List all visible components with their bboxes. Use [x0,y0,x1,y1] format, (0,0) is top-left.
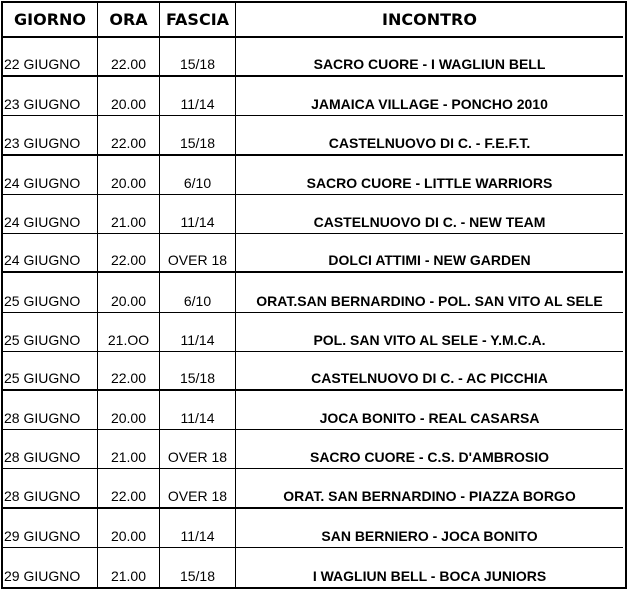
cell-ora: 22.00 [98,116,160,155]
cell-incontro: CASTELNUOVO DI C. - AC PICCHIA [236,352,623,391]
cell-ora: 20.00 [98,77,160,116]
cell-fascia: 15/18 [160,548,236,587]
cell-incontro: SACRO CUORE - C.S. D'AMBROSIO [236,430,623,469]
cell-fascia: 15/18 [160,38,236,77]
cell-giorno: 29 GIUGNO [3,509,98,548]
cell-giorno: 25 GIUGNO [3,352,98,391]
cell-giorno: 28 GIUGNO [3,469,98,508]
cell-fascia: OVER 18 [160,234,236,273]
cell-giorno: 24 GIUGNO [3,195,98,234]
header-fascia: FASCIA [160,3,236,38]
cell-giorno: 25 GIUGNO [3,273,98,312]
cell-ora: 22.00 [98,352,160,391]
cell-ora: 20.00 [98,509,160,548]
cell-giorno: 28 GIUGNO [3,430,98,469]
cell-fascia: OVER 18 [160,430,236,469]
cell-incontro: ORAT.SAN BERNARDINO - POL. SAN VITO AL SELE [236,273,623,312]
cell-ora: 21.00 [98,195,160,234]
cell-incontro: ORAT. SAN BERNARDINO - PIAZZA BORGO [236,469,623,508]
cell-giorno: 23 GIUGNO [3,116,98,155]
schedule-sheet [1,1,627,589]
header-ora: ORA [98,3,160,38]
cell-incontro: CASTELNUOVO DI C. - NEW TEAM [236,195,623,234]
cell-fascia: 15/18 [160,352,236,391]
header-giorno: GIORNO [3,3,98,38]
cell-ora: 21.00 [98,548,160,587]
cell-giorno: 25 GIUGNO [3,313,98,352]
cell-fascia: OVER 18 [160,469,236,508]
cell-incontro: CASTELNUOVO DI C. - F.E.F.T. [236,116,623,155]
cell-fascia: 6/10 [160,156,236,195]
cell-giorno: 24 GIUGNO [3,156,98,195]
cell-fascia: 11/14 [160,77,236,116]
cell-fascia: 6/10 [160,273,236,312]
cell-fascia: 11/14 [160,391,236,430]
cell-ora: 22.00 [98,469,160,508]
cell-giorno: 22 GIUGNO [3,38,98,77]
cell-incontro: POL. SAN VITO AL SELE - Y.M.C.A. [236,313,623,352]
cell-incontro: I WAGLIUN BELL - BOCA JUNIORS [312,568,547,584]
cell-incontro: JOCA BONITO - REAL CASARSA [236,391,623,430]
cell-fascia: 11/14 [160,195,236,234]
header-incontro: INCONTRO [236,3,623,38]
cell-ora: 20.00 [98,156,160,195]
cell-ora: 22.00 [98,38,160,77]
cell-incontro: SACRO CUORE - I WAGLIUN BELL [236,38,623,77]
schedule-table [3,3,625,587]
cell-fascia: 11/14 [160,509,236,548]
cell-giorno: 23 GIUGNO [3,77,98,116]
cell-giorno: 28 GIUGNO [3,391,98,430]
cell-fascia: 15/18 [160,116,236,155]
cell-ora: 22.00 [98,234,160,273]
cell-ora: 21.00 [98,430,160,469]
cell-fascia: 11/14 [160,313,236,352]
cell-ora: 20.00 [98,391,160,430]
cell-incontro: SACRO CUORE - LITTLE WARRIORS [236,156,623,195]
cell-ora: 21.OO [98,313,160,352]
cell-incontro: JAMAICA VILLAGE - PONCHO 2010 [236,77,623,116]
cell-incontro: DOLCI ATTIMI - NEW GARDEN [236,234,623,273]
cell-giorno: 24 GIUGNO [3,234,98,273]
cell-incontro: SAN BERNIERO - JOCA BONITO [236,509,623,548]
cell-giorno: 29 GIUGNO [3,548,98,587]
cell-ora: 20.00 [98,273,160,312]
